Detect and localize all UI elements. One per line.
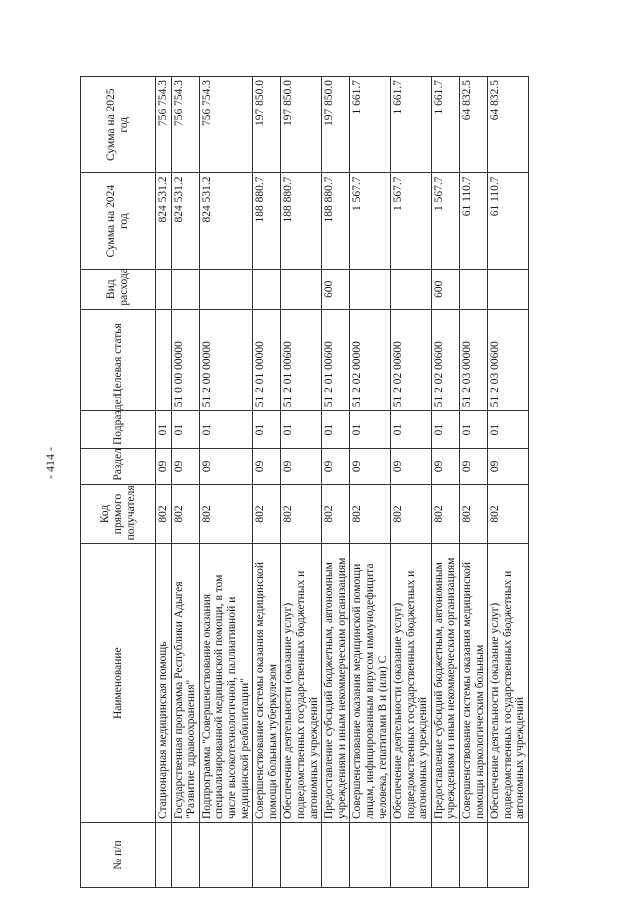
- cell-sum-2024: 61 110.7: [488, 173, 529, 269]
- cell-recipient-code: 802: [391, 484, 432, 544]
- cell-name: Совершенствование системы оказания медицинской помощи наркологическим больным: [460, 544, 488, 823]
- cell-expense-type: [156, 269, 172, 309]
- cell-subsection: 01: [488, 411, 529, 449]
- cell-expense-type: 600: [322, 269, 350, 309]
- cell-num: [488, 823, 529, 888]
- cell-name: Предоставление субсидий бюджетным, автономным учреждениям и иным некоммерческим организациям: [431, 544, 459, 823]
- cell-name: Обеспечение деятельности (оказание услуг) подведомственных государственных бюджетных и автономных учреждений: [281, 544, 322, 823]
- cell-subsection: 01: [391, 411, 432, 449]
- cell-target-article: 51 2 02 00600: [391, 309, 432, 411]
- cell-num: [156, 823, 172, 888]
- cell-subsection: 01: [460, 411, 488, 449]
- cell-num: [253, 823, 281, 888]
- cell-expense-type: [171, 269, 199, 309]
- cell-name: Совершенствование системы оказания медицинской помощи больным туберкулезом: [253, 544, 281, 823]
- cell-name: Предоставление субсидий бюджетным, автономным учреждениям и иным некоммерческим организациям: [322, 544, 350, 823]
- header-expense-type: Вид расхода: [81, 269, 156, 309]
- cell-num: [171, 823, 199, 888]
- budget-table: [80, 76, 529, 888]
- cell-sum-2025: 64 832.5: [460, 77, 488, 173]
- rotated-table-container: [80, 76, 560, 888]
- cell-num: [460, 823, 488, 888]
- header-subsection: Подраздел: [81, 411, 156, 449]
- header-name: Наименование: [81, 544, 156, 823]
- cell-expense-type: [488, 269, 529, 309]
- cell-target-article: 51 2 00 00000: [199, 309, 252, 411]
- cell-target-article: 51 2 03 00600: [488, 309, 529, 411]
- cell-name: Подпрограмма "Совершенствование оказания специализированной медицинской помощи, в том числе высокотехнологичной, паллиативной и медицинской реабилитации": [199, 544, 252, 823]
- cell-expense-type: [460, 269, 488, 309]
- cell-recipient-code: 802: [171, 484, 199, 544]
- cell-target-article: 51 2 03 00000: [460, 309, 488, 411]
- cell-sum-2025: 197 850.0: [322, 77, 350, 173]
- cell-subsection: 01: [350, 411, 391, 449]
- table-row: [281, 77, 322, 888]
- cell-subsection: 01: [171, 411, 199, 449]
- table-row: [460, 77, 488, 888]
- cell-name: Государственная программа Республики Адыгея "Развитие здравоохранения": [171, 544, 199, 823]
- cell-subsection: 01: [431, 411, 459, 449]
- header-sum-2024: Сумма на 2024 год: [81, 173, 156, 269]
- cell-recipient-code: 802: [253, 484, 281, 544]
- cell-expense-type: [253, 269, 281, 309]
- cell-name: Совершенствование оказания медицинской помощи лицам, инфицированным вирусом иммунодефицита человека, гепатитами B и (или) C: [350, 544, 391, 823]
- cell-section: 09: [171, 449, 199, 485]
- cell-sum-2024: 61 110.7: [460, 173, 488, 269]
- cell-expense-type: 600: [431, 269, 459, 309]
- cell-sum-2025: 1 661.7: [431, 77, 459, 173]
- page-number: - 414 -: [43, 447, 57, 479]
- cell-sum-2024: 824 531.2: [171, 173, 199, 269]
- page-number-container: [40, 443, 60, 483]
- cell-expense-type: [391, 269, 432, 309]
- cell-section: 09: [488, 449, 529, 485]
- cell-num: [350, 823, 391, 888]
- cell-subsection: 01: [156, 411, 172, 449]
- header-section: Раздел: [81, 449, 156, 485]
- cell-recipient-code: 802: [281, 484, 322, 544]
- cell-subsection: 01: [199, 411, 252, 449]
- table-row: [391, 77, 432, 888]
- table-row: [199, 77, 252, 888]
- header-num: № п/п: [81, 823, 156, 888]
- cell-subsection: 01: [253, 411, 281, 449]
- header-target-article: Целевая статья: [81, 309, 156, 411]
- header-recipient-code: Код прямого получателя: [81, 484, 156, 544]
- cell-expense-type: [350, 269, 391, 309]
- cell-recipient-code: 802: [322, 484, 350, 544]
- cell-num: [431, 823, 459, 888]
- cell-sum-2025: 1 661.7: [350, 77, 391, 173]
- cell-target-article: 51 0 00 00000: [171, 309, 199, 411]
- table-row: [488, 77, 529, 888]
- cell-subsection: 01: [322, 411, 350, 449]
- table-row: [253, 77, 281, 888]
- cell-target-article: 51 2 02 00000: [350, 309, 391, 411]
- cell-sum-2024: 188 880.7: [281, 173, 322, 269]
- cell-recipient-code: 802: [156, 484, 172, 544]
- cell-sum-2024: 824 531.2: [199, 173, 252, 269]
- table-row: [431, 77, 459, 888]
- cell-sum-2025: 756 754.3: [156, 77, 172, 173]
- cell-num: [281, 823, 322, 888]
- cell-sum-2025: 197 850.0: [253, 77, 281, 173]
- cell-recipient-code: 802: [488, 484, 529, 544]
- cell-target-article: 51 2 02 00600: [431, 309, 459, 411]
- cell-target-article: [156, 309, 172, 411]
- cell-recipient-code: 802: [350, 484, 391, 544]
- cell-recipient-code: 802: [460, 484, 488, 544]
- cell-expense-type: [281, 269, 322, 309]
- table-row: [322, 77, 350, 888]
- cell-sum-2024: 188 880.7: [253, 173, 281, 269]
- cell-target-article: 51 2 01 00600: [322, 309, 350, 411]
- cell-sum-2024: 1 567.7: [350, 173, 391, 269]
- cell-num: [391, 823, 432, 888]
- cell-name: Стационарная медицинская помощь: [156, 544, 172, 823]
- table-row: [171, 77, 199, 888]
- cell-sum-2025: 756 754.3: [171, 77, 199, 173]
- cell-num: [322, 823, 350, 888]
- table-row: [350, 77, 391, 888]
- cell-name: Обеспечение деятельности (оказание услуг) подведомственных государственных бюджетных и автономных учреждений: [391, 544, 432, 823]
- cell-expense-type: [199, 269, 252, 309]
- cell-sum-2025: 756 754.3: [199, 77, 252, 173]
- cell-sum-2024: 1 567.7: [431, 173, 459, 269]
- cell-sum-2025: 64 832.5: [488, 77, 529, 173]
- cell-name: Обеспечение деятельности (оказание услуг) подведомственных государственных бюджетных и автономных учреждений: [488, 544, 529, 823]
- cell-sum-2025: 1 661.7: [391, 77, 432, 173]
- cell-section: 09: [156, 449, 172, 485]
- cell-section: 09: [350, 449, 391, 485]
- cell-section: 09: [281, 449, 322, 485]
- table-row: [156, 77, 172, 888]
- cell-section: 09: [391, 449, 432, 485]
- cell-section: 09: [431, 449, 459, 485]
- header-sum-2025: Сумма на 2025 год: [81, 77, 156, 173]
- cell-sum-2024: 824 531.2: [156, 173, 172, 269]
- cell-section: 09: [199, 449, 252, 485]
- cell-section: 09: [253, 449, 281, 485]
- cell-section: 09: [460, 449, 488, 485]
- cell-sum-2024: 188 880.7: [322, 173, 350, 269]
- cell-sum-2025: 197 850.0: [281, 77, 322, 173]
- cell-target-article: 51 2 01 00000: [253, 309, 281, 411]
- cell-target-article: 51 2 01 00600: [281, 309, 322, 411]
- cell-subsection: 01: [281, 411, 322, 449]
- cell-sum-2024: 1 567.7: [391, 173, 432, 269]
- cell-recipient-code: 802: [199, 484, 252, 544]
- cell-num: [199, 823, 252, 888]
- cell-recipient-code: 802: [431, 484, 459, 544]
- table-header-row: [81, 77, 156, 888]
- cell-section: 09: [322, 449, 350, 485]
